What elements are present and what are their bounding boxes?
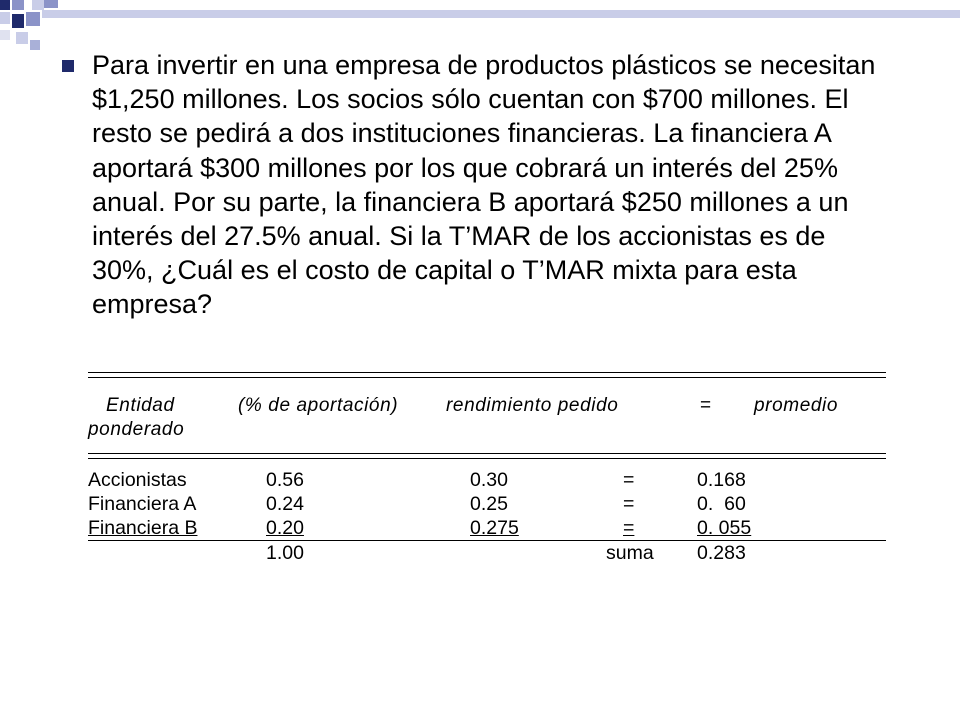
table-top-rule: [88, 372, 886, 373]
row-equals: =: [623, 517, 635, 539]
problem-statement: Para invertir en una empresa de productos plásticos se necesitan $1,250 millones. Los socios sólo cuentan con $700 millones. El resto se pedirá a dos instituciones financieras. La financiera A aportará $300 millones por los que cobrará un interés del 25% anual. Por su parte, la financiera B aportará $250 millones a un interés del 27.5% anual. Si la T’MAR de los accionistas es de 30%, ¿Cuál es el costo de capital o T’MAR mixta para esta empresa?: [92, 50, 876, 320]
row-average: 0. 055: [697, 517, 752, 539]
row-contribution: 0.24: [266, 493, 304, 515]
row-entity: Financiera B: [88, 517, 198, 539]
table-top-rule-2: [88, 377, 886, 378]
total-contribution: 1.00: [266, 542, 304, 564]
row-entity: Accionistas: [88, 469, 187, 491]
row-equals: =: [623, 469, 635, 491]
row-contribution: 0.20: [266, 517, 304, 539]
row-yield: 0.25: [470, 493, 508, 515]
header-yield: rendimiento pedido: [446, 395, 619, 416]
row-yield: 0.275: [470, 517, 519, 539]
header-bottom-rule-2: [88, 458, 886, 459]
row-average: 0. 60: [697, 493, 746, 515]
row-yield: 0.30: [470, 469, 508, 491]
row-entity: Financiera A: [88, 493, 197, 515]
bullet-icon: [62, 60, 74, 72]
header-contribution: (% de aportación): [238, 395, 399, 416]
row-equals: =: [623, 493, 635, 515]
sum-rule: [88, 540, 886, 541]
header-bottom-rule: [88, 453, 886, 454]
row-average: 0.168: [697, 469, 746, 491]
total-average: 0.283: [697, 542, 746, 564]
total-label: suma: [606, 542, 654, 564]
header-entity: Entidad: [106, 395, 175, 416]
header-weighted: ponderado: [88, 419, 185, 440]
header-equals: =: [700, 395, 712, 416]
header-average: promedio: [754, 395, 839, 416]
row-contribution: 0.56: [266, 469, 304, 491]
